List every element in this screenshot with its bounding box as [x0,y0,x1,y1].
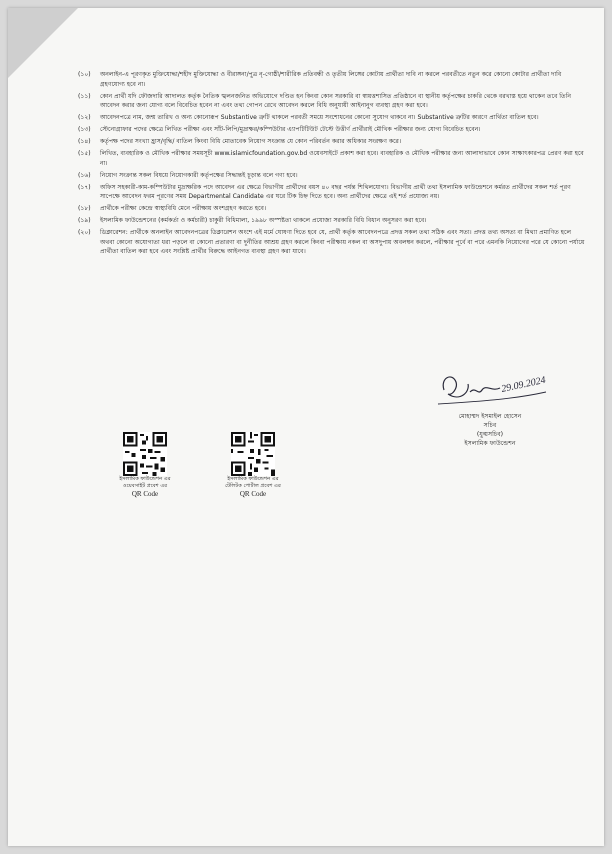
clause-12: (১২) আবেদনপত্রে নাম, জন্ম তারিখ ও অন্য কোনোরূপ Substantive ত্রুটি থাকলে পরবর্তী সময়ে সংশোধনের কোনো সুযোগ থাকবে না। Substantive ত্রুটির কারণে প্রার্থিতা বাতিল হবে। [78,114,539,122]
clause-17: (১৭) অফিস সহকারী-কাম-কম্পিউটার মুদ্রাক্ষরিক পদে আবেদন এর ক্ষেত্রে বিভাগীয় প্রার্থীদের বয়স ৪০ বছর পর্যন্ত শিথিলযোগ্য। বিভাগীয় প্রার্থী তথা ইসলামিক ফাউন্ডেশনে কর্মরত প্রার্থীদের সকল শর্ত পূরণ সাপেক্ষে আবেদন ফরম পূরণের সময় Departmental Candidate এর ঘরে টিক চিহ্ন দিতে হবে। অন্য প্রার্থীদের ক্ষেত্রে এই শর্ত প্রযোজ্য নয়। [78,183,571,201]
website-qr-code-icon[interactable] [123,432,167,476]
qr-caption-line2: টেলিটক পোর্টাল প্রবেশ এর [225,483,281,489]
clause-19: (১৯) ইসলামিক ফাউন্ডেশনের (কর্মকর্তা ও কর্মচারী) চাকুরী বিধিমালা, ১৯৯৮ অস্পষ্টতা থাকলে প্রযোজ্য সরকারি বিধি বিধান অনুসরণ করা হবে। [78,217,427,225]
qr-code-label: QR Code [239,490,267,498]
clause-20: (২০) ডিক্লারেশন: প্রার্থীকে অনলাইন আবেদনপত্রের ডিক্লারেশন অংশে এই মর্মে ঘোষণা দিতে হবে যে, প্রার্থী কর্তৃক আবেদনপত্রে প্রদত্ত সকল তথ্য সঠিক এবং সত্য। প্রদত্ত তথ্য অসত্য বা মিথ্যা প্রমাণিত হলে অথবা কোনো অযোগ্যতা ধরা পড়লে বা কোনো প্রতারণা বা দুর্নীতির আশ্রয় গ্রহণ করলে কিংবা পরীক্ষায় নকল বা অসদুপায় অবলম্বন করলে, পরীক্ষার পূর্বে বা পরে এমনকি নিয়োগের পরে যে কোনো পর্যায়ে প্রার্থীতা বাতিল করা হবে এবং সংশ্লিষ্ট প্রার্থীর বিরুদ্ধে আইনগত ব্যবস্থা গ্রহণ করা যাবে। [78,229,585,256]
page-fold-corner [8,8,78,78]
website-qr-block[interactable] [110,432,180,498]
signatory-rank: (যুগ্মসচিব) [476,431,504,438]
clause-16: (১৬) নিয়োগ সংক্রান্ত সকল বিষয়ে নিয়োগকারী কর্তৃপক্ষের সিদ্ধান্তই চূড়ান্ত বলে গণ্য হবে। [78,171,298,179]
signatory-designation: সচিব [483,422,497,429]
qr-caption-line2: ওয়েবসাইট প্রবেশ এর [122,483,168,489]
teletalk-qr-block[interactable] [218,432,288,498]
qr-code-section [110,432,288,498]
signatory-organization: ইসলামিক ফাউন্ডেশন [464,440,516,447]
handwritten-signature [430,362,550,410]
teletalk-qr-code-icon[interactable] [231,432,275,476]
clause-13: (১৩) স্টেনোগ্রাফার পদের ক্ষেত্রে লিখিত পরীক্ষা এবং সাঁট-লিপি/মুদ্রাক্ষর/কম্পিউটার এ্যাপটিটিউট টেস্টে উত্তীর্ণ প্রার্থীরাই মৌখিক পরীক্ষার জন্য যোগ্য বিবেচিত হবেন। [78,126,481,134]
qr-code-label: QR Code [131,490,159,498]
clause-18: (১৮) প্রার্থীকে পরীক্ষা কেন্দ্রে স্বাস্থ্যবিধি মেনে পরীক্ষায় অংশগ্রহণ করতে হবে। [78,205,267,213]
clause-11: (১১) কোন প্রার্থী যদি ফৌজদারি আদালত কর্তৃক নৈতিক স্খলনজনিত অভিযোগে দণ্ডিত হন কিংবা কোন সরকারি বা স্বায়ত্তশাসিত প্রতিষ্ঠানে বা স্থানীয় কর্তৃপক্ষের চাকরি থেকে বরখাস্ত হয়ে থাকেন তবে তিনি আবেদন করার জন্য যোগ্য বলে বিবেচিত হবেন না এবং তথ্য গোপন রেখে আবেদন করলে বিধি অনুযায়ী আইনানুগ ব্যবস্থা গ্রহণ করা হবে। [78,92,571,110]
signature-block [420,362,560,448]
qr-caption-line1: ইসলামিক ফাউন্ডেশন এর [119,476,171,482]
terms-list [78,70,586,259]
qr-caption-line1: ইসলামিক ফাউন্ডেশন এর [227,476,279,482]
clause-15: (১৫) লিখিত, ব্যবহারিক ও মৌখিক পরীক্ষার সময়সূচী www.islamicfoundation.gov.bd ওয়েবসাইটে প্রকাশ করা হবে। ব্যবহারিক ও মৌখিক পরীক্ষার জন্য আলাদাভাবে কোন সাক্ষাৎকারপত্র প্রেরণ করা হবে না। [78,150,584,167]
clause-14: (১৪) কর্তৃপক্ষ পদের সংখ্যা হ্রাস/বৃদ্ধি/ বাতিল কিংবা বিধি মোতাবেক নিয়োগ সংক্রান্ত যে কোন পরিবর্তন করার অধিকার সংরক্ষণ করে। [78,138,402,146]
signatory-name: মোহাম্মদ ইসমাইল হোসেন [458,413,522,420]
clause-10: (১০) অনলাইন-এ পূরণকৃত মুক্তিযোদ্ধা/শহীদ মুক্তিযোদ্ধা ও বীরাঙ্গনা/পুত্র নৃ-গোষ্ঠী/শারীরিক প্রতিবন্ধী ও তৃতীয় লিঙ্গের কোটায় প্রার্থীতা দাবি না করলে পরবর্তীতে নতুন করে কোনো কোটার প্রার্থীতা দাবি গ্রহণযোগ্য হবে না। [78,71,562,88]
signature-date: 29.09.2024 [500,374,547,395]
